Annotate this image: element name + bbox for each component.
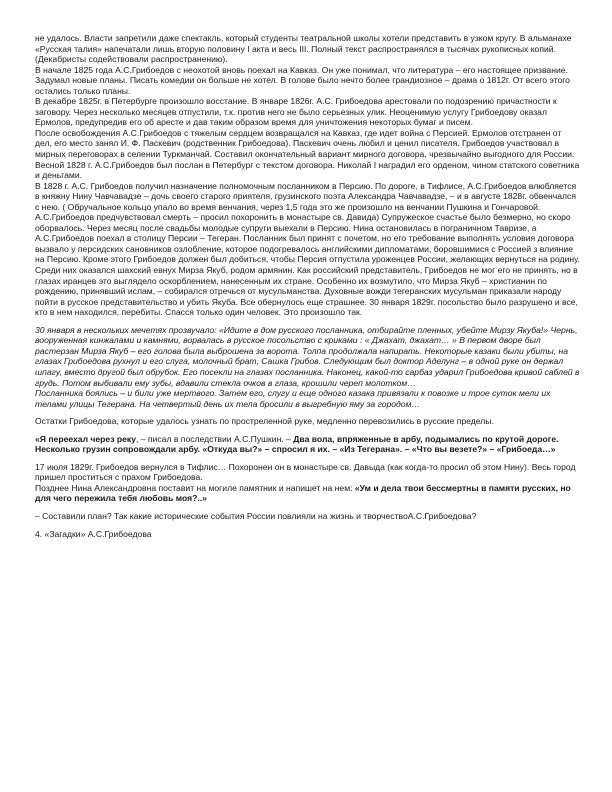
paragraph-funeral: 17 июля 1829г. Грибоедов вернулся в Тифлис… Похоронен он в монастыре св. Давыда (как когда-то просил об этом Нину). Весь город пришел проститься с прахом Грибоедова. — [35, 461, 576, 483]
paragraph-treaty-award: Весной 1828 г. А.С.Грибоедов был послан в Петербург с текстом договора. Николай I наградил его орденом, чином статского советника и деньгами. — [35, 159, 580, 181]
paragraph-censorship: не удалось. Власти запретили даже спектакль, который студенты театральной школы хотели представить в узком кругу. В альманахе «Русская талия» напечатали лишь вторую половину I акта и весь III. Полный текст распространялся в тысячах рукописных копий. (Декабристы содействовали распространению). — [35, 33, 572, 65]
paragraph-embassy-persia: В 1828 г. А.С. Грибоедов получил назначение полномочным посланником в Персию. По дороге, в Тифлисе, А.С.Грибоедов влюбляется в княжну Нину Чавчавадзе – дочь своего старого приятеля, грузинского поэта Александра Чавчавадзе, – и в августе 1828г. обвенчался с нею. ( Обручальное кольцо упало во время венчания, через 1,5 года это же произошло на венчании Пушкина и Гончаровой. А.С.Грибоедов предчувствовал смерть – просил похоронить в монастыре св. Давида) Супружеское счастье было безмерно, но скоро оборвалось. Через месяц после свадьбы молодые супруги выехали в Персию. Нина остановилась в пограничном Тавризе, а А.С.Грибоедов поехал в столицу Персии – Тегеран. Посланник был принят с почетом, но его требование выполнять условия договора вызвало у персидских сановников озлобление, которое подогревалось английскими дипломатами, боровшимися с Россией з влияние на Персию. Кроме этого Грибоедов должен был добиться, чтобы Персия отпустила уроженцев России, желающих вернуться на родину. Среди них оказался шахский евнух Мирза Якуб, родом армянин. Как российский представитель, Грибоедов не мог его не принять, но в глазах иранцев это выглядело оскорблением, нанесенным их стране. Особенно их возмутило, что Мирза Якуб – христианин по рождению, принявший ислам, – собирался отречься от мусульманства. Духовные вожди тегеранских мусульман приказали народу пойти в русское представительство и убить Якуба. Все обернулось еще страшнее. 30 января 1829г. посольство было разрушено и все, кто в нем находился, перебиты. Спасся только один человек. Это произошло так. — [35, 180, 580, 318]
paragraph-monument — [35, 483, 580, 504]
italic-account-aftermath: Посланника боялись – и били уже мертвого. Затем его, слугу и еще одного казака привязали к повозке и трое суток мели их телами улицы Тегерана. На четвертый день их тела бросили в выгребную яму за городом… — [35, 388, 551, 409]
monument-inscription: «Ум и дела твои бессмертны в памяти русских, но для чего пережила тебя любовь моя?..» — [35, 482, 571, 504]
pushkin-quote-attribution: , – писал в последствии А.С.Пушкин. – — [135, 433, 294, 444]
pushkin-quote-body: Два вола, впряженные в арбу, подымались по крутой дороге. Несколько грузин сопровождали арбу. «Откуда вы?» – спросил я их. – «Из Тегерана». – «Что вы везете?» – «Грибоеда…» — [35, 433, 559, 455]
pushkin-quote-start: «Я переехал через реку — [35, 433, 136, 444]
monument-intro: Позднее Нина Александровна поставит на могиле памятник и напишет на нем: — [35, 482, 355, 493]
section-heading: 4. «Загадки» А.С.Грибоедова — [35, 528, 152, 539]
paragraph-remains: Остатки Грибоедова, которые удалось узнать по простреленной руке, медленно перевозились в русские пределы. — [35, 416, 494, 427]
discussion-question: – Составили план? Так какие исторические события России повлияли на жизнь и творчествоА.С.Грибоедова? — [35, 510, 477, 521]
paragraph-caucasus-1825: В начале 1825 года А.С.Грибоедов с неохотой вновь поехал на Кавказ. Он уже понимал, что литература – его настоящее призвание. Задумал новые планы. Писать комедии он больше не хотел. В голове было нечто более грандиозное – драма о 1812г. От всего этого остались только планы. — [35, 64, 570, 96]
pushkin-quote — [35, 434, 580, 455]
paragraph-arrest: В декабре 1825г. в Петербурге произошло восстание. В январе 1826г. А.С. Грибоедова арестовали по подозрению причастности к заговору. Через несколько месяцев отпустили, т.к. против него не было серьезных улик. Неоценимую услугу Грибоедову оказал Ермолов, предупредив его об аресте и дав таким образом время для уничтожения некоторых бумаг и писем. — [35, 96, 557, 128]
italic-account-attack: 30 января в нескольких мечетях прозвучало: «Идите в дом русского посланника, отбирайте пленных, убейте Мирзу Якуба!» Чернь, вооруженная кинжалами и камнями, ворвалась в русское посольство с криками : « Джахат, джахат… » В первом дворе был растерзан Мирза Якуб – его голова была выброшена за ворота. Толпа продолжала напирать. Некоторые казаки были убиты, на глазах Грибоедова рухнул и его слуга, молочный брат, Сашка Грибов. Следующим был доктор Аделунг – в одной руке он держал шпагу, вместо другой был обрубок. Его посекли на глазах посланника. Наконец, какой-то сарбаз ударил Грибоедова кривой саблей в грудь. Потом выбивали ему зубы, вдавили стекла очков в глаза, крошили череп молотком… — [35, 324, 580, 388]
document-page — [35, 33, 580, 539]
paragraph-persian-war: После освобождения А.С.Грибоедов с тяжелым сердцем возвращался на Кавказ, где идет война с Персией. Ермолов отстранен от дел, его место занял И. Ф. Паскевич (родственник Грибоедова). Паскевич очень любил и ценил писателя. Грибоедов участвовал в мирных переговорах в селении Туркманчай. Составил окончательный вариант мирного договора, чрезвычайно выгодного для России. — [35, 127, 575, 160]
